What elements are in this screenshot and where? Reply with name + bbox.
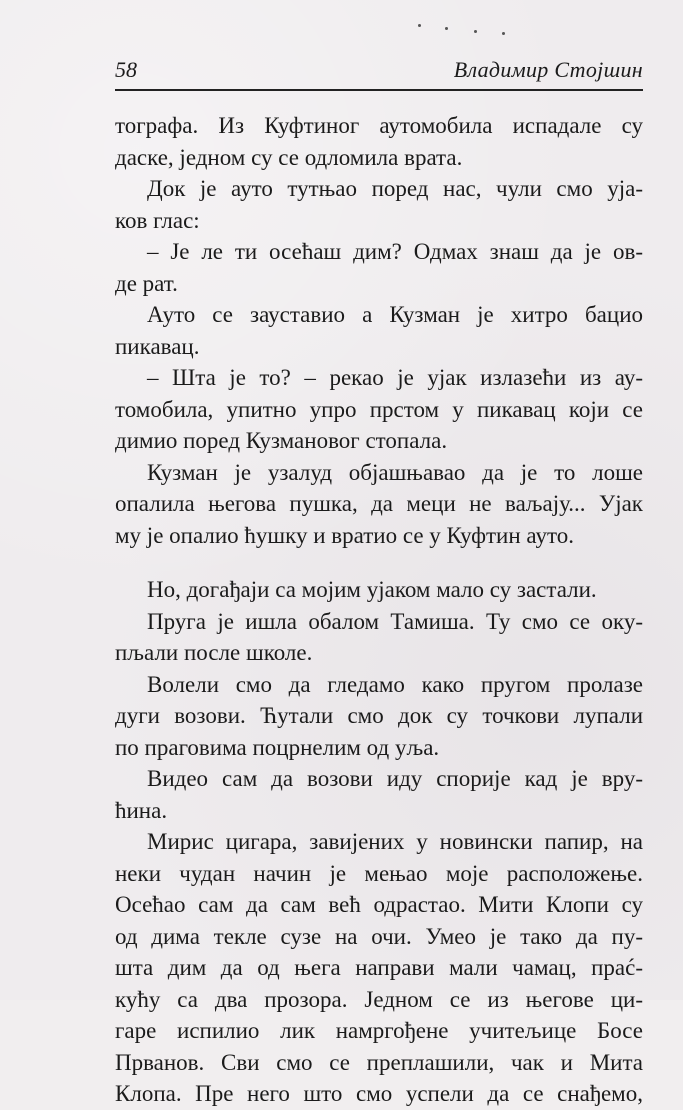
text-line: – Шта је то? – рекао је ујак излазећи из ау- bbox=[147, 365, 643, 390]
text-line: ћина. bbox=[115, 797, 168, 823]
text-line: опалила његова пушка, да меци не ваљају... Ујак bbox=[115, 491, 643, 516]
paragraph-gap bbox=[115, 551, 643, 574]
text-line: пикавац. bbox=[115, 333, 200, 359]
text-line: дуги возови. Ћутали смо док су точкови лупали bbox=[115, 703, 643, 728]
text-line: Клопа. Пре него што смо успели да се снађемо, bbox=[115, 1081, 643, 1106]
text-line: гаре испилио лик намргођене учитељице Босе bbox=[115, 1018, 643, 1043]
page-header bbox=[115, 55, 643, 91]
text-line: Волели смо да гледамо како пругом пролазе bbox=[147, 671, 643, 697]
text-line: Видео сам да возови иду спорије кад је вру- bbox=[147, 766, 643, 791]
text-line: тографа. Из Куфтиног аутомобила испадале су bbox=[115, 113, 643, 138]
text-line: де рат. bbox=[115, 270, 178, 296]
text-line: даске, једном су се одломила врата. bbox=[115, 144, 463, 170]
running-head: Владимир Стојшин bbox=[453, 57, 643, 82]
text-line: Мирис цигара, завијених у новински папир, на bbox=[147, 829, 643, 854]
text-line: по праговима поцрнелим од уља. bbox=[115, 734, 440, 760]
text-line: Кузман је узалуд објашњавао да је то лоше bbox=[147, 459, 643, 485]
text-line: Док је ауто тутњао поред нас, чули смо ујa- bbox=[147, 176, 643, 201]
text-line: – Је ле ти осећаш дим? Одмах знаш да је ов- bbox=[147, 239, 643, 264]
text-line: димио поред Кузмановог стопала. bbox=[115, 428, 448, 453]
text-line: Пруга је ишла обалом Тамиша. Ту смо се оку- bbox=[147, 608, 643, 634]
text-line: томобила, упитно упро прстом у пикавац који се bbox=[115, 396, 643, 422]
text-line: ков глас: bbox=[115, 207, 200, 233]
text-line: од дима текле сузе на очи. Умео је тако да пу- bbox=[115, 923, 643, 949]
text-line: пљали после школе. bbox=[115, 640, 313, 665]
text-line: му је опалио ћушку и вратио се у Куфтин ауто. bbox=[115, 522, 574, 548]
text-line: неки чудан начин је мењао моје расположење. bbox=[115, 860, 643, 886]
text-line: Осећао сам да сам већ одрастао. Мити Клопи су bbox=[115, 892, 643, 917]
text-line: кућу са два прозора. Једном се из његове ци- bbox=[115, 986, 643, 1012]
text-line: Но, догађаји са мојим ујаком мало су застали. bbox=[147, 577, 597, 602]
body-text bbox=[115, 110, 643, 1110]
page-number: 58 bbox=[115, 57, 137, 82]
text-line: Прванов. Сви смо се преплашили, чак и Мита bbox=[115, 1049, 643, 1075]
speck-dots bbox=[410, 18, 530, 48]
text-line: Ауто се зауставио а Кузман је хитро бацио bbox=[147, 302, 643, 327]
text-line: шта дим да од њега направи мали чамац, прać- bbox=[115, 955, 643, 980]
